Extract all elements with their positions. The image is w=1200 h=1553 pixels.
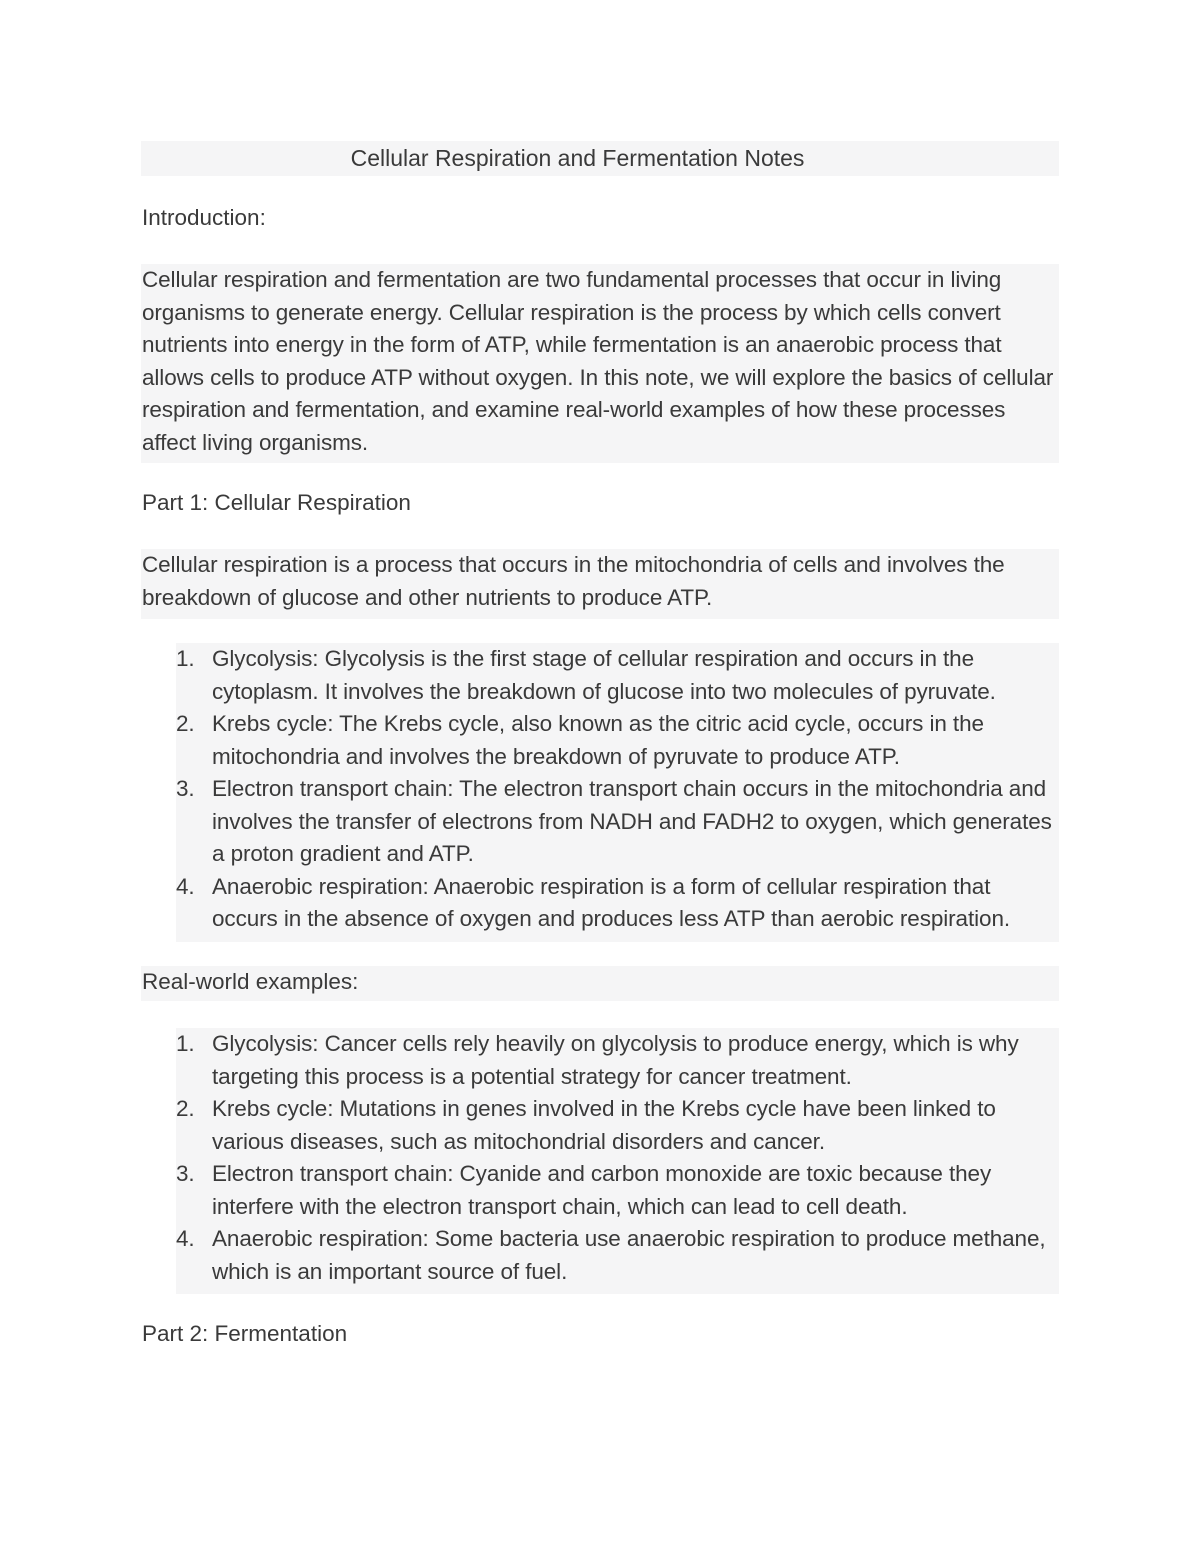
list-text: Electron transport chain: The electron transport chain occurs in the mitochondria and involves the transfer of electrons from NADH and FADH2 to oxygen, which generates a proton gradient and ATP. bbox=[212, 776, 1052, 866]
list-number: 2. bbox=[176, 711, 195, 736]
list-text: Glycolysis: Cancer cells rely heavily on glycolysis to produce energy, which is why targeting this process is a potential strategy for cancer treatment. bbox=[212, 1031, 1019, 1089]
list-text: Glycolysis: Glycolysis is the first stage of cellular respiration and occurs in the cytoplasm. It involves the breakdown of glucose into two molecules of pyruvate. bbox=[212, 646, 996, 704]
examples-list bbox=[176, 1028, 1058, 1288]
list-item bbox=[176, 1028, 1058, 1093]
list-text: Krebs cycle: The Krebs cycle, also known as the citric acid cycle, occurs in the mitochondria and involves the breakdown of pyruvate to produce ATP. bbox=[212, 711, 984, 769]
list-text: Krebs cycle: Mutations in genes involved in the Krebs cycle have been linked to various diseases, such as mitochondrial disorders and cancer. bbox=[212, 1096, 996, 1154]
list-number: 2. bbox=[176, 1096, 195, 1121]
list-number: 1. bbox=[176, 646, 195, 671]
list-number: 3. bbox=[176, 1161, 195, 1186]
list-number: 3. bbox=[176, 776, 195, 801]
part2-heading: Part 2: Fermentation bbox=[142, 1321, 348, 1346]
list-item bbox=[176, 708, 1058, 773]
list-number: 4. bbox=[176, 873, 195, 899]
list-item bbox=[176, 643, 1058, 708]
list-item bbox=[176, 871, 1058, 936]
list-item bbox=[176, 1093, 1058, 1158]
list-text: Anaerobic respiration: Anaerobic respiration is a form of cellular respiration that occurs in the absence of oxygen and produces less ATP than aerobic respiration. bbox=[212, 873, 1011, 931]
introduction-paragraph: Cellular respiration and fermentation are two fundamental processes that occur in living organisms to generate energy. Cellular respiration is the process by which cells convert nutrients into energy in the form of ATP, while fermentation is an anaerobic process that allows cells to produce ATP without oxygen. In this note, we will explore the basics of cellular respiration and fermentation, and examine real-world examples of how these processes affect living organisms. bbox=[142, 267, 1054, 455]
introduction-heading: Introduction: bbox=[142, 205, 266, 230]
list-item bbox=[176, 1158, 1058, 1223]
list-number: 4. bbox=[176, 1226, 195, 1251]
list-item bbox=[176, 1223, 1058, 1288]
part1-heading: Part 1: Cellular Respiration bbox=[142, 490, 411, 515]
list-text: Electron transport chain: Cyanide and carbon monoxide are toxic because they interfere with the electron transport chain, which can lead to cell death. bbox=[212, 1161, 992, 1219]
list-item bbox=[176, 773, 1058, 871]
examples-heading: Real-world examples: bbox=[142, 969, 359, 994]
list-number: 1. bbox=[176, 1031, 195, 1056]
part1-paragraph: Cellular respiration is a process that occurs in the mitochondria of cells and involves the breakdown of glucose and other nutrients to produce ATP. bbox=[142, 552, 1005, 610]
document-title: Cellular Respiration and Fermentation Notes bbox=[350, 145, 805, 171]
stages-list bbox=[176, 643, 1058, 936]
list-text: Anaerobic respiration: Some bacteria use anaerobic respiration to produce methane, which is an important source of fuel. bbox=[212, 1226, 1046, 1284]
